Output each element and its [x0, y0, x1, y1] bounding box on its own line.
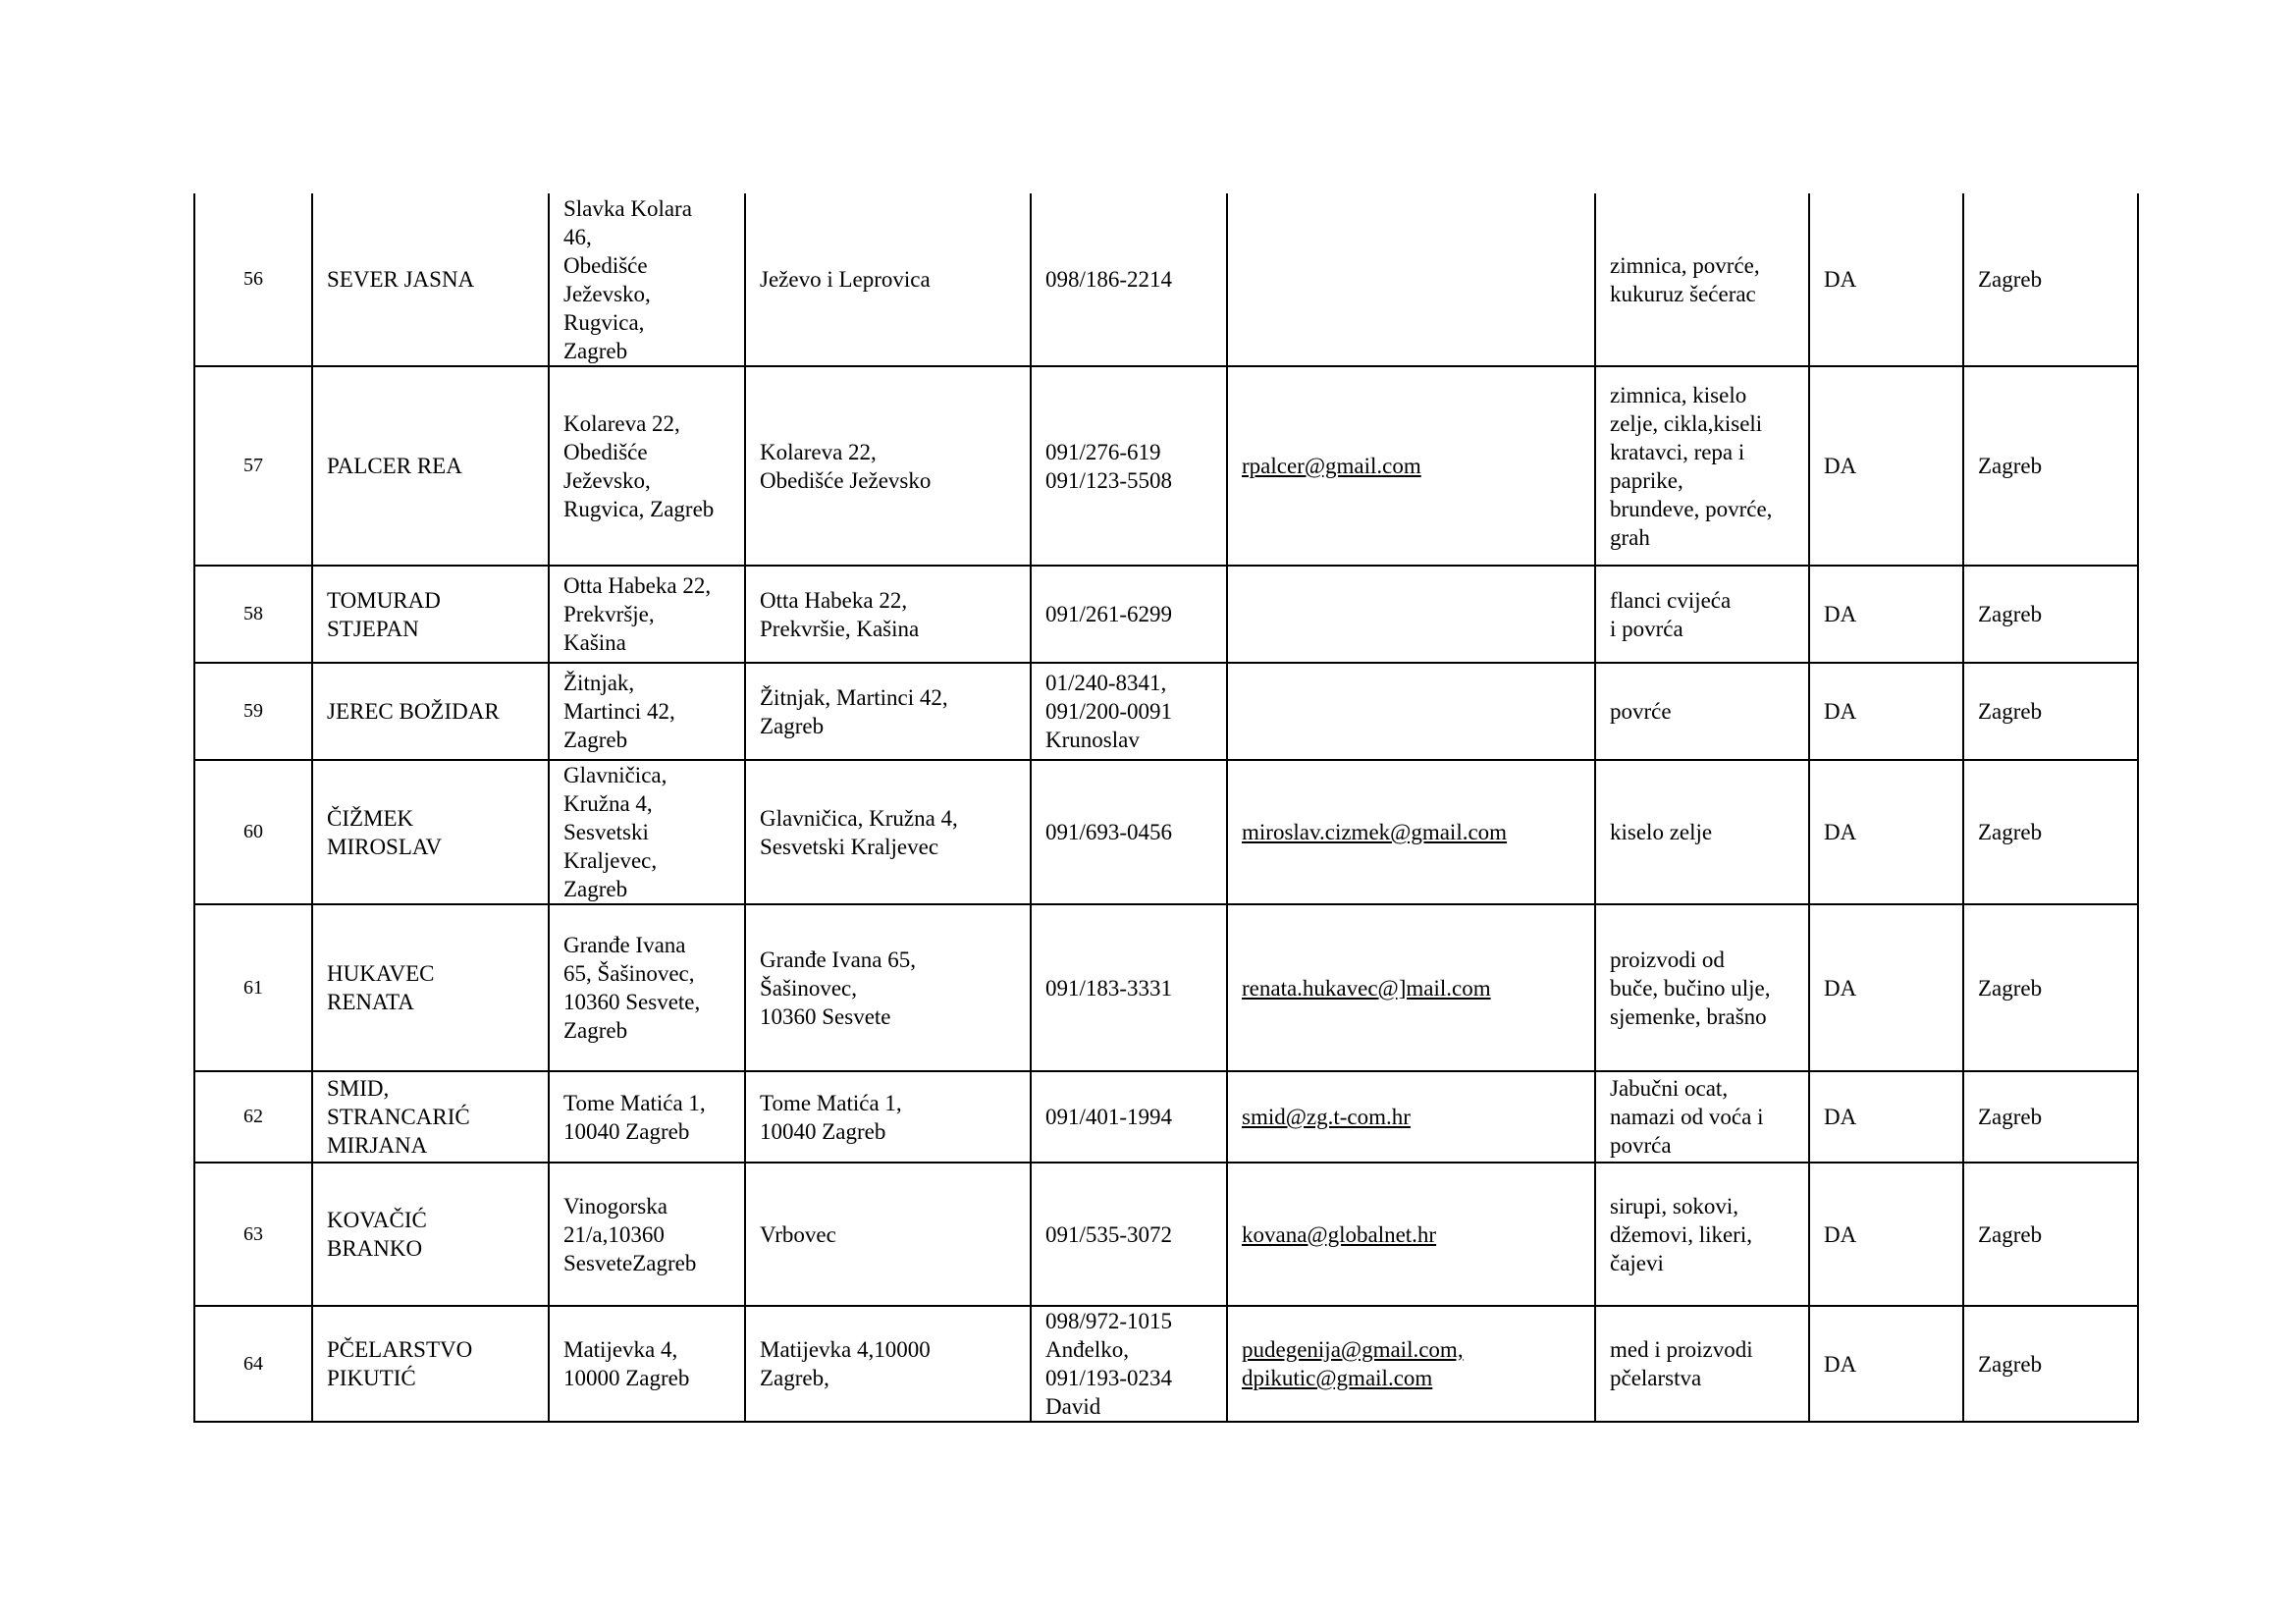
table-row [194, 566, 2138, 663]
phone-number: 098/972-1015 Anđelko, 091/193-0234 David [1031, 1306, 1227, 1422]
producer-address: Granđe Ivana 65, Šašinovec, 10360 Sesvete, Zagreb [549, 904, 745, 1071]
producer-name: SEVER JASNA [312, 193, 549, 366]
producer-address: Otta Habeka 22, Prekvršje, Kašina [549, 566, 745, 663]
producer-name: PALCER REA [312, 366, 549, 566]
row-number: 60 [194, 760, 312, 904]
email-cell [1227, 1071, 1595, 1163]
phone-number: 01/240-8341, 091/200-0091 Krunoslav [1031, 663, 1227, 760]
city: Zagreb [1963, 760, 2138, 904]
producer-address: Matijevka 4, 10000 Zagreb [549, 1306, 745, 1422]
email-cell [1227, 566, 1595, 663]
email-cell [1227, 1306, 1595, 1422]
producer-name: PČELARSTVO PIKUTIĆ [312, 1306, 549, 1422]
row-number: 63 [194, 1163, 312, 1306]
email-link[interactable]: rpalcer@gmail.com [1242, 454, 1421, 478]
production-location: Ježevo i Leprovica [745, 193, 1031, 366]
producer-address: Glavničica, Kružna 4, Sesvetski Kraljevec, Zagreb [549, 760, 745, 904]
products: zimnica, kiselo zelje, cikla,kiseli kratavci, repa i paprike, brundeve, povrće, grah [1595, 366, 1809, 566]
status: DA [1809, 566, 1963, 663]
status: DA [1809, 193, 1963, 366]
production-location: Granđe Ivana 65, Šašinovec, 10360 Sesvete [745, 904, 1031, 1071]
products: Jabučni ocat, namazi od voća i povrća [1595, 1071, 1809, 1163]
row-number: 56 [194, 193, 312, 366]
phone-number: 091/535-3072 [1031, 1163, 1227, 1306]
table-row [194, 904, 2138, 1071]
production-location: Matijevka 4,10000 Zagreb, [745, 1306, 1031, 1422]
production-location: Otta Habeka 22, Prekvršie, Kašina [745, 566, 1031, 663]
table-row [194, 193, 2138, 366]
email-link[interactable]: miroslav.cizmek@gmail.com [1242, 820, 1508, 844]
status: DA [1809, 1071, 1963, 1163]
city: Zagreb [1963, 904, 2138, 1071]
email-link[interactable]: kovana@globalnet.hr [1242, 1221, 1437, 1247]
producer-name: KOVAČIĆ BRANKO [312, 1163, 549, 1306]
producer-table [193, 193, 2139, 1423]
production-location: Žitnjak, Martinci 42, Zagreb [745, 663, 1031, 760]
email-link[interactable]: pudegenija@gmail.com, dpikutic@gmail.com [1242, 1337, 1464, 1390]
producer-address: Kolareva 22, Obedišće Ježevsko, Rugvica, Zagreb [549, 366, 745, 566]
production-location: Vrbovec [745, 1163, 1031, 1306]
table-row [194, 760, 2138, 904]
phone-number: 091/401-1994 [1031, 1071, 1227, 1163]
table-row [194, 1163, 2138, 1306]
producer-address: Žitnjak, Martinci 42, Zagreb [549, 663, 745, 760]
email-cell [1227, 1163, 1595, 1306]
products: flanci cvijeća i povrća [1595, 566, 1809, 663]
production-location: Kolareva 22, Obedišće Ježevsko [745, 366, 1031, 566]
row-number: 59 [194, 663, 312, 760]
city: Zagreb [1963, 193, 2138, 366]
table-row [194, 366, 2138, 566]
status: DA [1809, 904, 1963, 1071]
phone-number: 091/261-6299 [1031, 566, 1227, 663]
producer-name: HUKAVEC RENATA [312, 904, 549, 1071]
city: Zagreb [1963, 566, 2138, 663]
products: kiselo zelje [1595, 760, 1809, 904]
status: DA [1809, 663, 1963, 760]
phone-number: 091/183-3331 [1031, 904, 1227, 1071]
row-number: 64 [194, 1306, 312, 1422]
email-link[interactable]: smid@zg.t-com.hr [1242, 1105, 1411, 1129]
email-link[interactable]: renata.hukavec@]mail.com [1242, 975, 1491, 1001]
products: med i proizvodi pčelarstva [1595, 1306, 1809, 1422]
email-cell [1227, 904, 1595, 1071]
row-number: 58 [194, 566, 312, 663]
city: Zagreb [1963, 1306, 2138, 1422]
city: Zagreb [1963, 663, 2138, 760]
producer-address: Vinogorska 21/a,10360 SesveteZagreb [549, 1163, 745, 1306]
row-number: 57 [194, 366, 312, 566]
city: Zagreb [1963, 1071, 2138, 1163]
phone-number: 091/276-619 091/123-5508 [1031, 366, 1227, 566]
status: DA [1809, 760, 1963, 904]
city: Zagreb [1963, 366, 2138, 566]
city: Zagreb [1963, 1163, 2138, 1306]
phone-number: 098/186-2214 [1031, 193, 1227, 366]
products: proizvodi od buče, bučino ulje, sjemenke, brašno [1595, 904, 1809, 1071]
production-location: Glavničica, Kružna 4, Sesvetski Kraljevec [745, 760, 1031, 904]
producer-name: TOMURAD STJEPAN [312, 566, 549, 663]
products: povrće [1595, 663, 1809, 760]
table-row [194, 663, 2138, 760]
email-cell [1227, 663, 1595, 760]
producer-address: Tome Matića 1, 10040 Zagreb [549, 1071, 745, 1163]
producer-name: JEREC BOŽIDAR [312, 663, 549, 760]
status: DA [1809, 366, 1963, 566]
products: sirupi, sokovi, džemovi, likeri, čajevi [1595, 1163, 1809, 1306]
producer-name: ČIŽMEK MIROSLAV [312, 760, 549, 904]
status: DA [1809, 1306, 1963, 1422]
email-cell [1227, 366, 1595, 566]
table-row [194, 1071, 2138, 1163]
row-number: 62 [194, 1071, 312, 1163]
products: zimnica, povrće, kukuruz šećerac [1595, 193, 1809, 366]
producer-name: SMID, STRANCARIĆ MIRJANA [312, 1071, 549, 1163]
table-row [194, 1306, 2138, 1422]
email-cell [1227, 760, 1595, 904]
phone-number: 091/693-0456 [1031, 760, 1227, 904]
email-cell [1227, 193, 1595, 366]
row-number: 61 [194, 904, 312, 1071]
producer-address: Slavka Kolara 46, Obedišće Ježevsko, Rugvica, Zagreb [549, 193, 745, 366]
status: DA [1809, 1163, 1963, 1306]
production-location: Tome Matića 1, 10040 Zagreb [745, 1071, 1031, 1163]
